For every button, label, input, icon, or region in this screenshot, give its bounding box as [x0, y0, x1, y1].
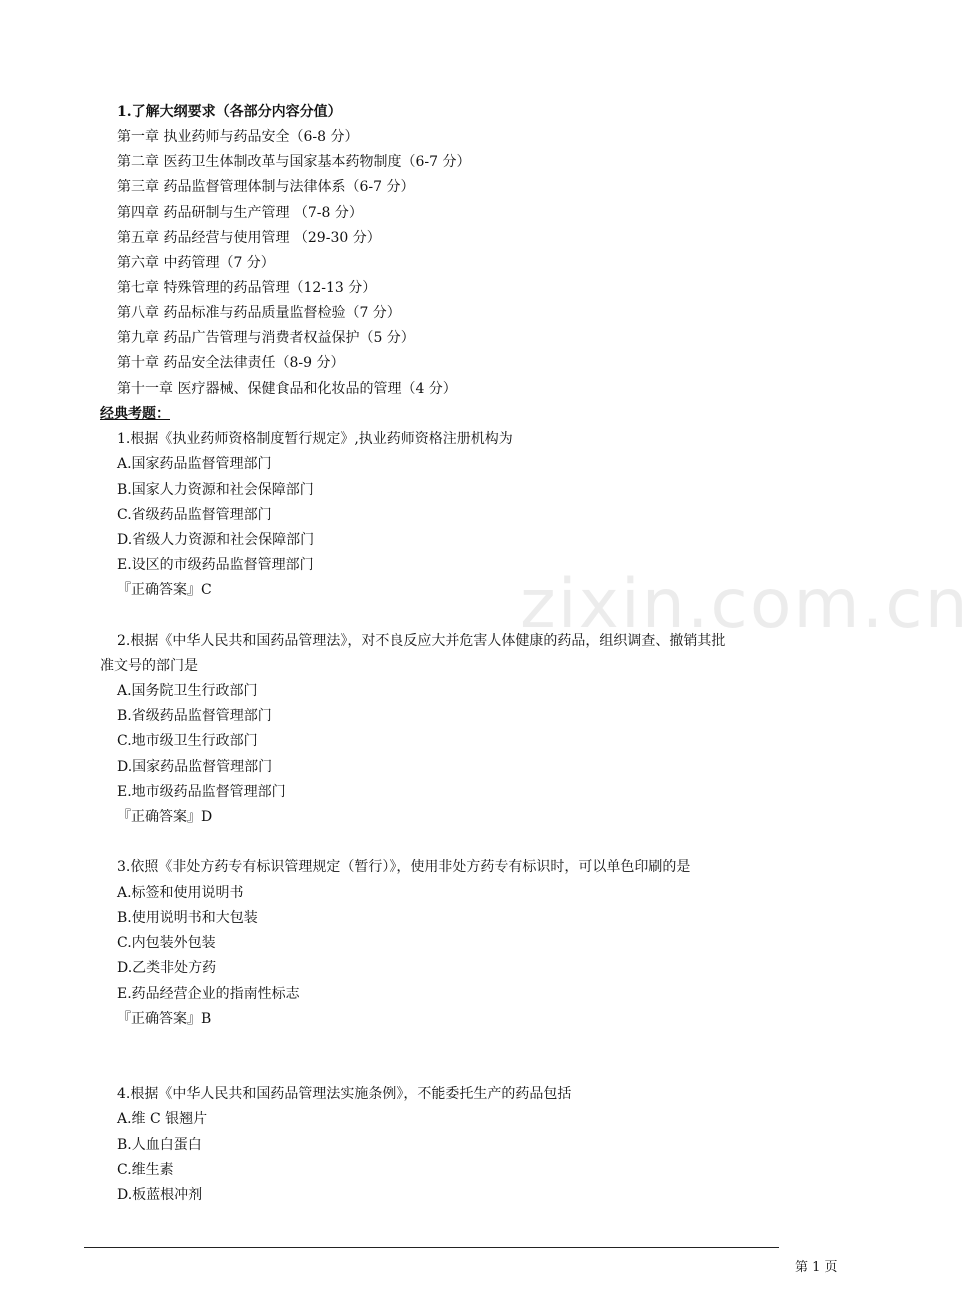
question-stem: 4.根据《中华人民共和国药品管理法实施条例》，不能委托生产的药品包括 [117, 1086, 572, 1102]
page-number: 第 1 页 [795, 1260, 838, 1275]
option-item: C.内包装外包装 [117, 935, 216, 951]
chapter-line: 第十一章 医疗器械、保健食品和化妆品的管理（4 分） [117, 381, 457, 397]
watermark: zixin.com.cn [520, 565, 970, 644]
option-item: D.国家药品监督管理部门 [117, 759, 273, 775]
chapter-line: 第五章 药品经营与使用管理 （29-30 分） [117, 230, 381, 246]
option-item: D.省级人力资源和社会保障部门 [117, 532, 315, 548]
option-item: B.人血白蛋白 [117, 1137, 202, 1153]
chapter-line: 第三章 药品监督管理体制与法律体系（6-7 分） [117, 179, 415, 195]
option-item: A.国务院卫生行政部门 [117, 683, 258, 699]
option-item: A.维 C 银翘片 [117, 1111, 208, 1127]
chapter-line: 第六章 中药管理（7 分） [117, 255, 275, 271]
option-item: B.省级药品监督管理部门 [117, 708, 272, 724]
option-item: E.地市级药品监督管理部门 [117, 784, 286, 800]
footer-divider [84, 1247, 779, 1248]
chapter-line: 第九章 药品广告管理与消费者权益保护（5 分） [117, 330, 415, 346]
option-item: D.板蓝根冲剂 [117, 1187, 203, 1203]
question-stem-continuation: 准文号的部门是 [100, 658, 198, 674]
question-stem: 1.根据《执业药师资格制度暂行规定》,执业药师资格注册机构为 [117, 431, 513, 447]
outline-heading: 1.了解大纲要求（各部分内容分值） [117, 104, 342, 120]
option-item: E.设区的市级药品监督管理部门 [117, 557, 314, 573]
option-item: B.使用说明书和大包装 [117, 910, 258, 926]
option-item: C.省级药品监督管理部门 [117, 507, 272, 523]
option-item: D.乙类非处方药 [117, 960, 217, 976]
option-item: C.地市级卫生行政部门 [117, 733, 258, 749]
question-stem: 2.根据《中华人民共和国药品管理法》，对不良反应大并危害人体健康的药品，组织调查、撤销其批 [117, 633, 726, 649]
chapter-line: 第八章 药品标准与药品质量监督检验（7 分） [117, 305, 401, 321]
exam-section-title: 经典考题： [100, 406, 170, 422]
correct-answer: 『正确答案』C [117, 582, 212, 598]
option-item: E.药品经营企业的指南性标志 [117, 986, 300, 1002]
chapter-line: 第二章 医药卫生体制改革与国家基本药物制度（6-7 分） [117, 154, 471, 170]
chapter-line: 第四章 药品研制与生产管理 （7-8 分） [117, 205, 363, 221]
question-stem: 3.依照《非处方药专有标识管理规定（暂行）》，使用非处方药专有标识时，可以单色印刷的是 [117, 859, 691, 875]
correct-answer: 『正确答案』D [117, 809, 213, 825]
chapter-line: 第一章 执业药师与药品安全（6-8 分） [117, 129, 359, 145]
option-item: B.国家人力资源和社会保障部门 [117, 482, 314, 498]
chapter-line: 第七章 特殊管理的药品管理（12-13 分） [117, 280, 377, 296]
option-item: C.维生素 [117, 1162, 174, 1178]
option-item: A.标签和使用说明书 [117, 885, 244, 901]
correct-answer: 『正确答案』B [117, 1011, 212, 1027]
chapter-line: 第十章 药品安全法律责任（8-9 分） [117, 355, 345, 371]
option-item: A.国家药品监督管理部门 [117, 456, 272, 472]
